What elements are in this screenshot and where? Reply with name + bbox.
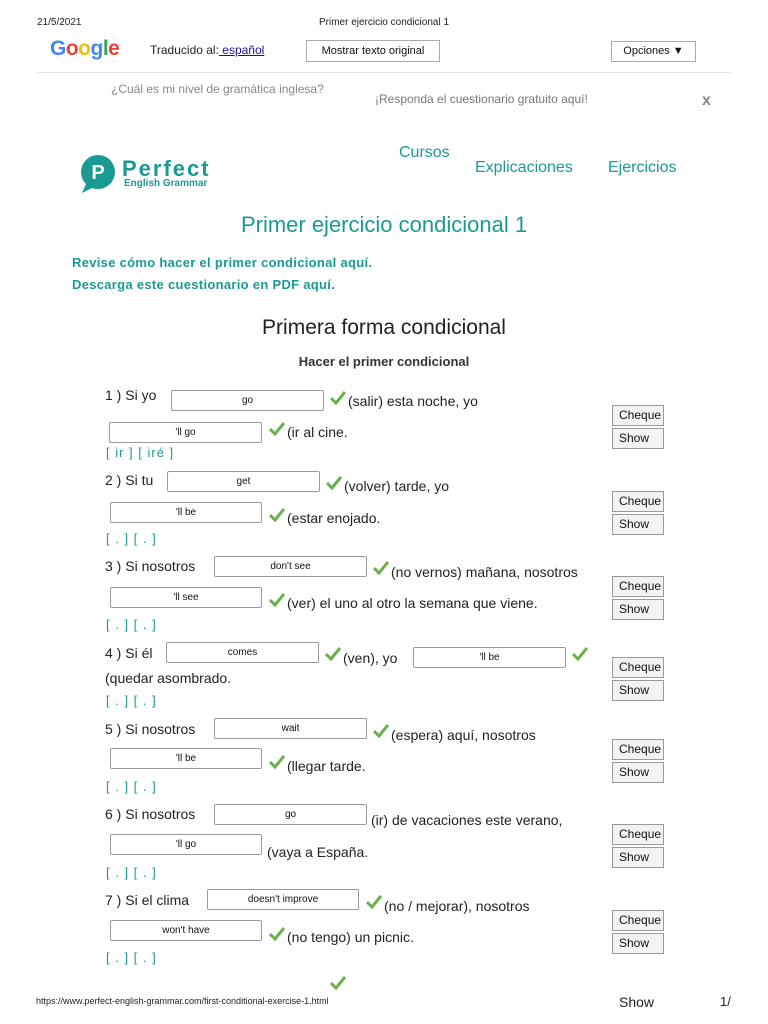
checkmark-icon bbox=[572, 647, 588, 661]
show-button[interactable]: Show bbox=[612, 680, 664, 701]
answer-input[interactable]: 'll be bbox=[110, 748, 262, 769]
answer-hint[interactable]: [ ir ] [ iré ] bbox=[106, 445, 175, 460]
promo-close-icon[interactable]: x bbox=[702, 92, 711, 109]
checkmark-icon bbox=[269, 422, 285, 436]
answer-input[interactable]: comes bbox=[166, 642, 319, 663]
question-prefix: 1 ) Si yo bbox=[105, 387, 157, 403]
answer-input[interactable]: go bbox=[171, 390, 324, 411]
checkmark-icon bbox=[373, 561, 389, 575]
checkmark-icon bbox=[330, 391, 346, 405]
question-middle: (ven), yo bbox=[343, 650, 398, 666]
answer-input[interactable]: 'll see bbox=[110, 587, 262, 608]
footer-show-button[interactable]: Show bbox=[619, 994, 655, 1010]
answer-input[interactable]: 'll go bbox=[110, 834, 262, 855]
options-button[interactable]: Opciones ▼ bbox=[611, 41, 696, 62]
nav-explanations[interactable]: Explicaciones bbox=[475, 159, 573, 176]
check-button[interactable]: Cheque bbox=[612, 657, 664, 678]
answer-hint[interactable]: [ . ] [ . ] bbox=[106, 865, 157, 880]
promo-question[interactable]: ¿Cuál es mi nivel de gramática inglesa? bbox=[111, 82, 324, 96]
checkmark-icon bbox=[366, 895, 382, 909]
answer-hint[interactable]: [ . ] [ . ] bbox=[106, 617, 157, 632]
question-end: (quedar asombrado. bbox=[105, 670, 232, 686]
checkmark-icon bbox=[269, 927, 285, 941]
footer-url: https://www.perfect-english-grammar.com/first-conditional-exercise-1.html bbox=[36, 996, 329, 1006]
show-button[interactable]: Show bbox=[612, 847, 664, 868]
answer-input[interactable]: 'll be bbox=[413, 647, 566, 668]
answer-input[interactable]: wait bbox=[214, 718, 367, 739]
question-middle: (ir) de vacaciones este verano, bbox=[371, 812, 563, 828]
check-button[interactable]: Cheque bbox=[612, 824, 664, 845]
show-button[interactable]: Show bbox=[612, 428, 664, 449]
answer-hint[interactable]: [ . ] [ . ] bbox=[106, 531, 157, 546]
question-middle: (volver) tarde, yo bbox=[344, 478, 450, 494]
question-end: (ir al cine. bbox=[287, 424, 348, 440]
question-end: (llegar tarde. bbox=[287, 758, 366, 774]
answer-hint[interactable]: [ . ] [ . ] bbox=[106, 950, 157, 965]
checkmark-icon bbox=[269, 508, 285, 522]
brand-subtitle: English Grammar bbox=[124, 178, 208, 189]
show-button[interactable]: Show bbox=[612, 933, 664, 954]
checkmark-icon bbox=[325, 647, 341, 661]
checkmark-icon bbox=[326, 476, 342, 490]
question-end: (ver) el uno al otro la semana que viene. bbox=[287, 595, 538, 611]
nav-courses[interactable]: Cursos bbox=[399, 144, 450, 161]
answer-input[interactable]: won't have bbox=[110, 920, 262, 941]
show-button[interactable]: Show bbox=[612, 599, 664, 620]
answer-hint[interactable]: [ . ] [ . ] bbox=[106, 693, 157, 708]
question-prefix: 6 ) Si nosotros bbox=[105, 806, 196, 822]
check-button[interactable]: Cheque bbox=[612, 910, 664, 931]
google-logo: Google bbox=[50, 37, 120, 60]
check-button[interactable]: Cheque bbox=[612, 405, 664, 426]
review-link[interactable]: Revise cómo hacer el primer condicional aquí. bbox=[72, 255, 373, 270]
language-link[interactable]: español bbox=[218, 43, 265, 57]
answer-input[interactable]: 'll go bbox=[109, 422, 262, 443]
answer-input[interactable]: don't see bbox=[214, 556, 367, 577]
question-middle: (espera) aquí, nosotros bbox=[391, 727, 536, 743]
show-original-button[interactable]: Mostrar texto original bbox=[306, 40, 440, 62]
check-button[interactable]: Cheque bbox=[612, 491, 664, 512]
section-title: Primera forma condicional bbox=[262, 316, 506, 339]
answer-hint[interactable]: [ . ] [ . ] bbox=[106, 779, 157, 794]
question-end: (estar enojado. bbox=[287, 510, 381, 526]
brand-name: Perfect bbox=[122, 156, 211, 181]
checkmark-icon bbox=[373, 724, 389, 738]
question-prefix: 3 ) Si nosotros bbox=[105, 558, 196, 574]
check-button[interactable]: Cheque bbox=[612, 576, 664, 597]
brand-letter: P bbox=[91, 162, 105, 184]
check-button[interactable]: Cheque bbox=[612, 739, 664, 760]
print-date: 21/5/2021 bbox=[37, 17, 82, 28]
nav-exercises[interactable]: Ejercicios bbox=[608, 159, 677, 176]
question-end: (vaya a España. bbox=[267, 844, 369, 860]
checkmark-icon bbox=[330, 976, 346, 990]
question-prefix: 2 ) Si tu bbox=[105, 472, 154, 488]
print-title: Primer ejercicio condicional 1 bbox=[318, 17, 450, 28]
answer-input[interactable]: 'll be bbox=[110, 502, 262, 523]
question-prefix: 4 ) Si él bbox=[105, 645, 153, 661]
show-button[interactable]: Show bbox=[612, 514, 664, 535]
answer-input[interactable]: get bbox=[167, 471, 320, 492]
show-button[interactable]: Show bbox=[612, 762, 664, 783]
page-number: 1/ bbox=[720, 994, 731, 1009]
promo-cta[interactable]: ¡Responda el cuestionario gratuito aquí! bbox=[375, 92, 588, 106]
answer-input[interactable]: go bbox=[214, 804, 367, 825]
question-middle: (salir) esta noche, yo bbox=[348, 393, 478, 409]
divider bbox=[37, 72, 731, 73]
answer-input[interactable]: doesn't improve bbox=[207, 889, 359, 910]
section-subtitle: Hacer el primer condicional bbox=[298, 354, 470, 369]
question-middle: (no vernos) mañana, nosotros bbox=[391, 564, 578, 580]
question-middle: (no / mejorar), nosotros bbox=[384, 898, 530, 914]
translated-label: Traducido al: español bbox=[150, 43, 265, 57]
brand-logo-icon[interactable] bbox=[78, 154, 120, 199]
question-prefix: 5 ) Si nosotros bbox=[105, 721, 196, 737]
question-prefix: 7 ) Si el clima bbox=[105, 892, 190, 908]
question-end: (no tengo) un picnic. bbox=[287, 929, 414, 945]
checkmark-icon bbox=[269, 755, 285, 769]
download-link[interactable]: Descarga este cuestionario en PDF aquí. bbox=[72, 277, 336, 292]
checkmark-icon bbox=[269, 593, 285, 607]
page-title: Primer ejercicio condicional 1 bbox=[240, 212, 528, 237]
